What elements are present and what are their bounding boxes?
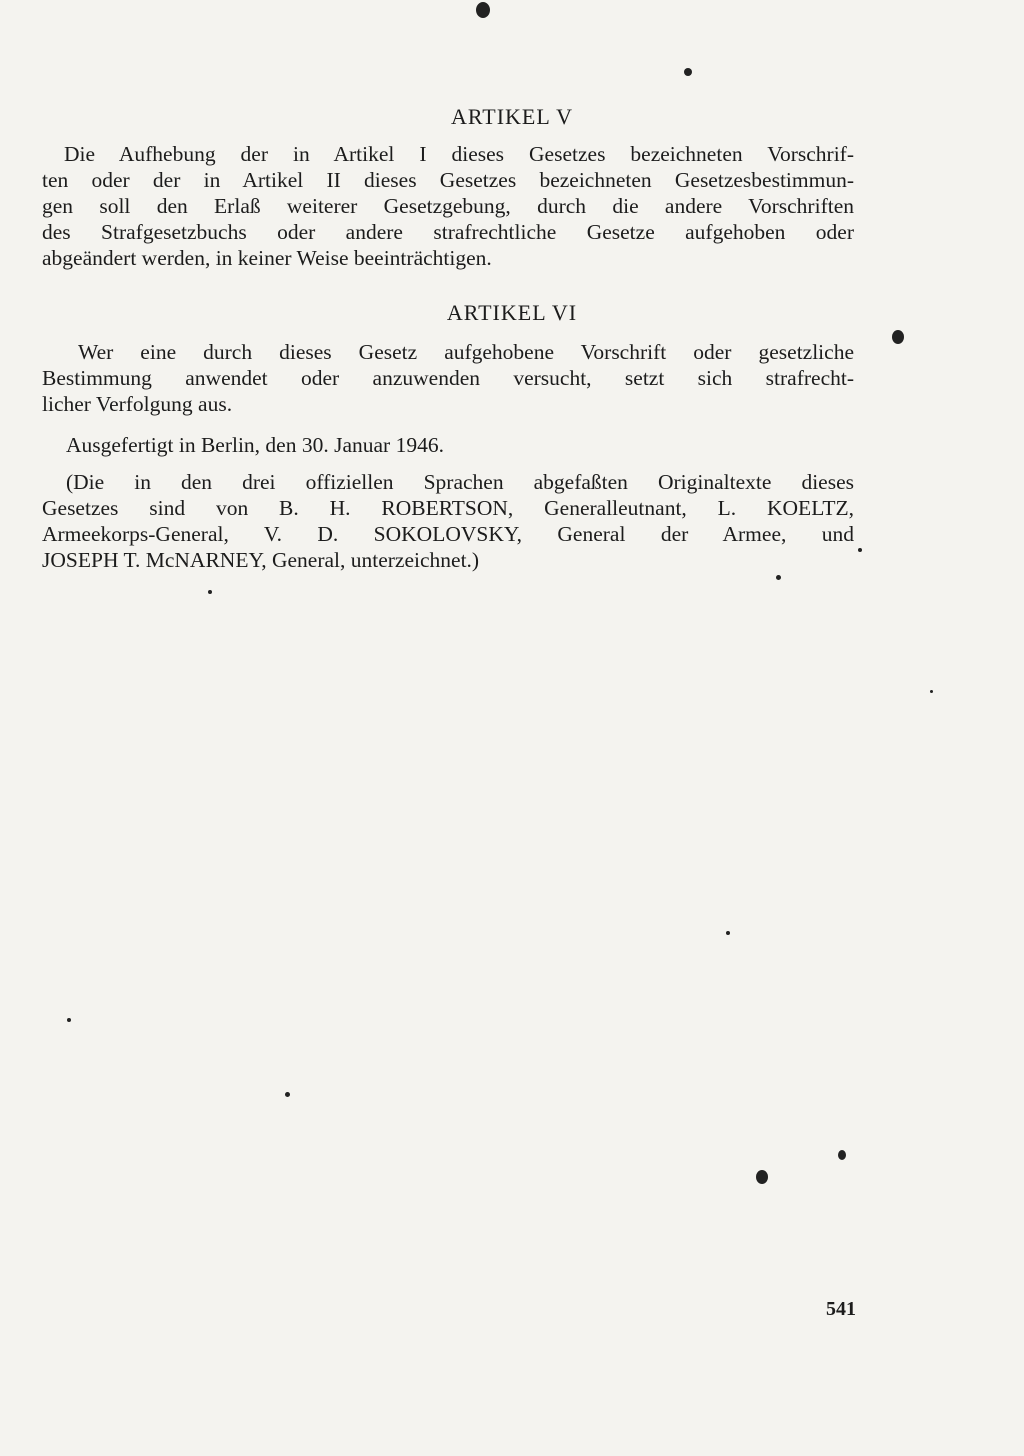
article-v-paragraph (42, 141, 854, 271)
article-vi-heading: ARTIKEL VI (446, 300, 578, 325)
page-number: 541 (826, 1298, 856, 1320)
scan-speck (476, 2, 490, 18)
closing-note-line-3: Armeekorps-General, V. D. SOKOLOVSKY, General der Armee, und (42, 522, 854, 546)
article-v-heading: ARTIKEL V (451, 104, 573, 129)
issued-paragraph (42, 432, 854, 458)
scan-speck (838, 1150, 846, 1160)
scan-speck (67, 1018, 71, 1022)
closing-note-line-1: (Die in den drei offiziellen Sprachen abgefaßten Originaltexte dieses (66, 470, 854, 494)
article-vi-line-2: Bestimmung anwendet oder anzuwenden versucht, setzt sich strafrecht- (42, 366, 854, 390)
scan-speck (776, 575, 781, 580)
scan-speck (930, 690, 933, 693)
scan-speck (684, 68, 692, 76)
closing-note-paragraph (42, 469, 854, 573)
closing-note-line-2: Gesetzes sind von B. H. ROBERTSON, Generalleutnant, L. KOELTZ, (42, 496, 854, 520)
issued-line: Ausgefertigt in Berlin, den 30. Januar 1946. (66, 433, 444, 457)
scan-speck (756, 1170, 768, 1184)
article-v-line-5: abgeändert werden, in keiner Weise beeinträchtigen. (42, 246, 492, 270)
article-vi-paragraph (42, 339, 854, 417)
article-vi-line-1: Wer eine durch dieses Gesetz aufgehobene Vorschrift oder gesetzliche (78, 340, 854, 364)
scan-speck (858, 548, 862, 552)
article-vi-line-3: licher Verfolgung aus. (42, 392, 233, 416)
scan-speck (285, 1092, 290, 1097)
scan-speck (892, 330, 904, 344)
article-v-line-3: gen soll den Erlaß weiterer Gesetzgebung, durch die andere Vorschriften (42, 194, 854, 218)
article-v-line-1: Die Aufhebung der in Artikel I dieses Gesetzes bezeichneten Vorschrif- (64, 142, 854, 166)
scan-speck (726, 931, 730, 935)
article-v-line-4: des Strafgesetzbuchs oder andere strafrechtliche Gesetze aufgehoben oder (42, 220, 854, 244)
article-v-line-2: ten oder der in Artikel II dieses Gesetzes bezeichneten Gesetzesbestimmun- (42, 168, 854, 192)
closing-note-line-4: JOSEPH T. McNARNEY, General, unterzeichnet.) (42, 548, 480, 572)
scan-speck (208, 590, 212, 594)
